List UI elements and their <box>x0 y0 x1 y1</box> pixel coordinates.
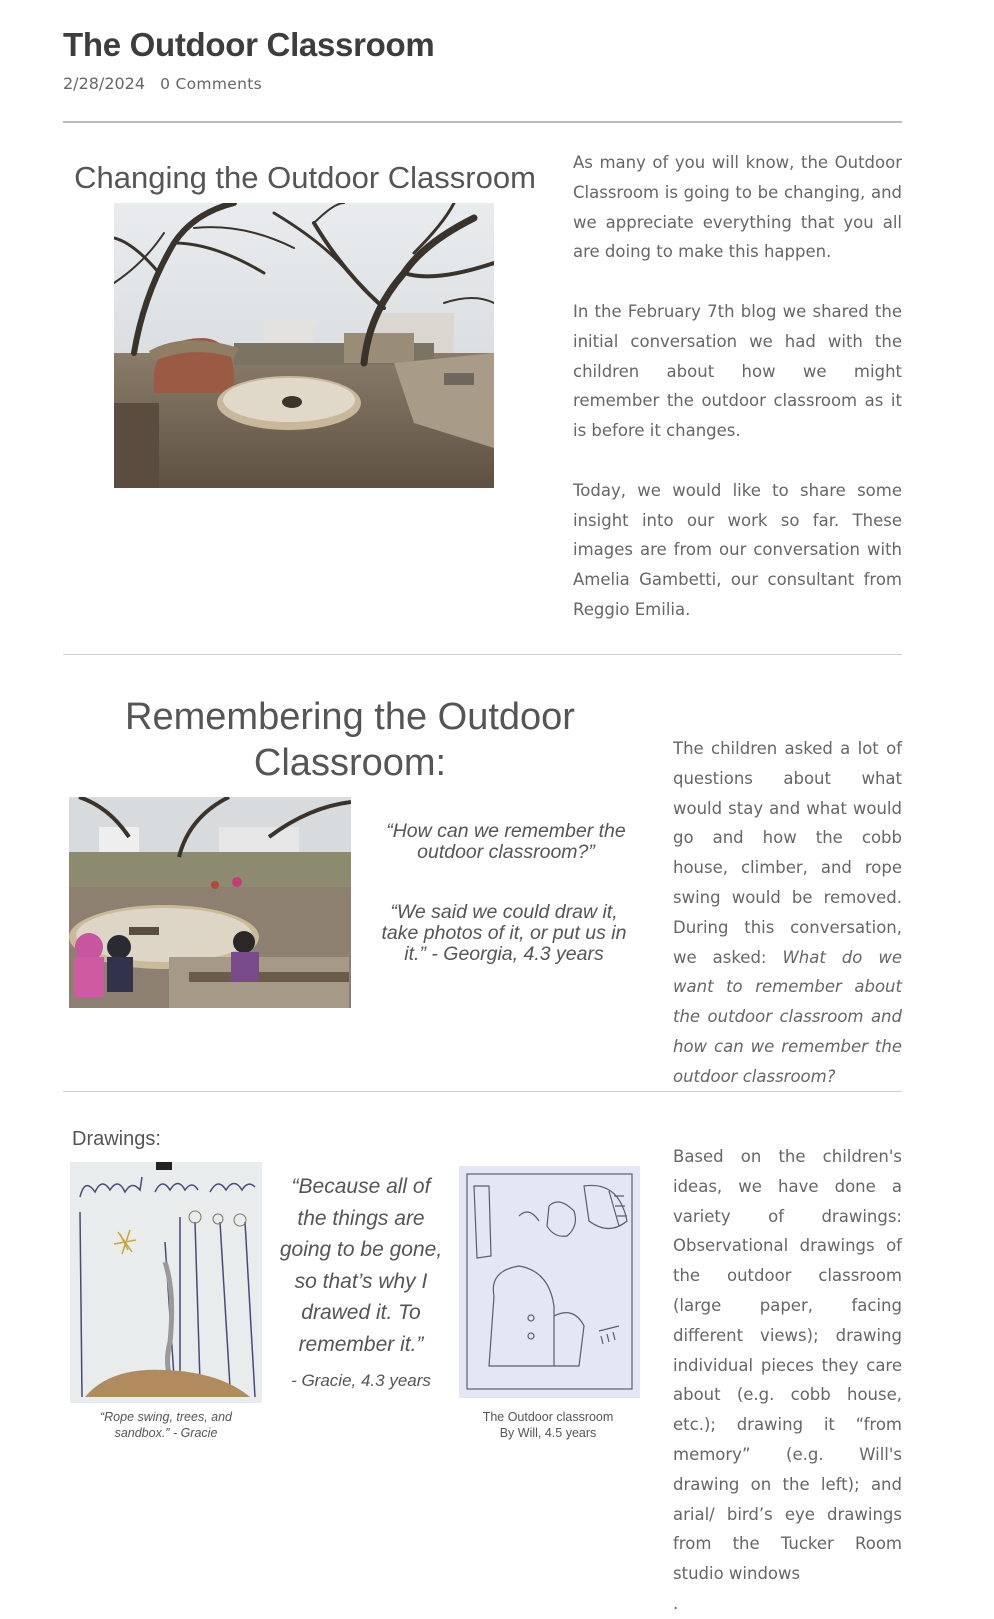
section2-text <box>673 734 902 1092</box>
section-changing-image <box>63 150 547 495</box>
will-drawing <box>459 1166 640 1398</box>
caption-gracie: “Rope swing, trees, and sandbox.” - Gracie <box>99 1410 232 1440</box>
comments-link[interactable]: 0 Comments <box>160 75 262 93</box>
outdoor-classroom-photo <box>114 203 494 488</box>
section-remembering-image <box>63 690 641 1020</box>
quote-georgia: “We said we could draw it, take photos of it, or put us in it.” - Georgia, 4.3 years <box>381 901 627 965</box>
section-divider <box>63 654 902 655</box>
section1-paragraph-3: Today, we would like to share some insight into our work so far. These images are from our conversation with Amelia Gambetti, our consultant from Reggio Emilia. <box>573 480 902 619</box>
section3-paragraph: Based on the children's ideas, we have done a variety of drawings: Observational drawings of the outdoor classroom (large paper, facing different views); drawing individual pieces they care about (e.g. cobb house, etc.); drawing it “from memory” (e.g. Will's drawing on the left); and arial/ bird’s eye drawings from the Tucker Room studio windows <box>673 1147 902 1584</box>
gracie-drawing-graphic <box>70 1162 262 1403</box>
children-in-outdoor-classroom-photo <box>69 797 351 1008</box>
drawings-title: Drawings: <box>72 1128 161 1150</box>
will-drawing-graphic <box>459 1166 640 1398</box>
post-title[interactable]: The Outdoor Classroom <box>63 26 435 63</box>
section3-text <box>673 1142 902 1619</box>
section2-paragraph-question: What do we want to remember about the outdoor classroom and how can we remember the outdoor classroom? <box>673 947 902 1086</box>
section1-paragraph-2: In the February 7th blog we shared the initial conversation we had with the children about how we might remember the outdoor classroom as it is before it changes. <box>573 301 902 441</box>
section3-paragraph-end: . <box>673 1593 679 1613</box>
section1-paragraph-1: As many of you will know, the Outdoor Classroom is going to be changing, and we appreciate everything that you all are doing to make this happen. <box>573 153 902 262</box>
children-photo-graphic <box>69 797 351 1008</box>
header-divider <box>63 121 902 123</box>
caption-will-line-2: By Will, 4.5 years <box>499 1426 597 1440</box>
section2-paragraph <box>673 734 902 1092</box>
section-drawings-image <box>63 1120 645 1450</box>
section2-paragraph-plain: The children asked a lot of questions about what would stay and what would go and how the cobb house, climber, and rope swing would be removed. During this conversation, we asked: <box>673 739 902 967</box>
quote-gracie: “Because all of the things are going to be gone, so that’s why I drawed it. To remember it.” <box>279 1175 443 1356</box>
quote-gracie-attribution: - Gracie, 4.3 years <box>291 1371 431 1390</box>
section-divider <box>63 1091 902 1092</box>
post-meta <box>63 74 262 93</box>
quote-how-remember: “How can we remember the outdoor classroom?” <box>386 820 626 863</box>
post-date: 2/28/2024 <box>63 74 146 93</box>
gracie-drawing <box>70 1162 262 1403</box>
image-title-line-1: Remembering the Outdoor <box>125 696 575 738</box>
outdoor-classroom-photo-graphic <box>114 203 494 488</box>
caption-will-line-1: The Outdoor classroom <box>482 1410 614 1424</box>
image-title-line-2: Classroom: <box>253 742 447 784</box>
section1-text <box>573 148 902 625</box>
image-title: Changing the Outdoor Classroom <box>74 160 536 195</box>
